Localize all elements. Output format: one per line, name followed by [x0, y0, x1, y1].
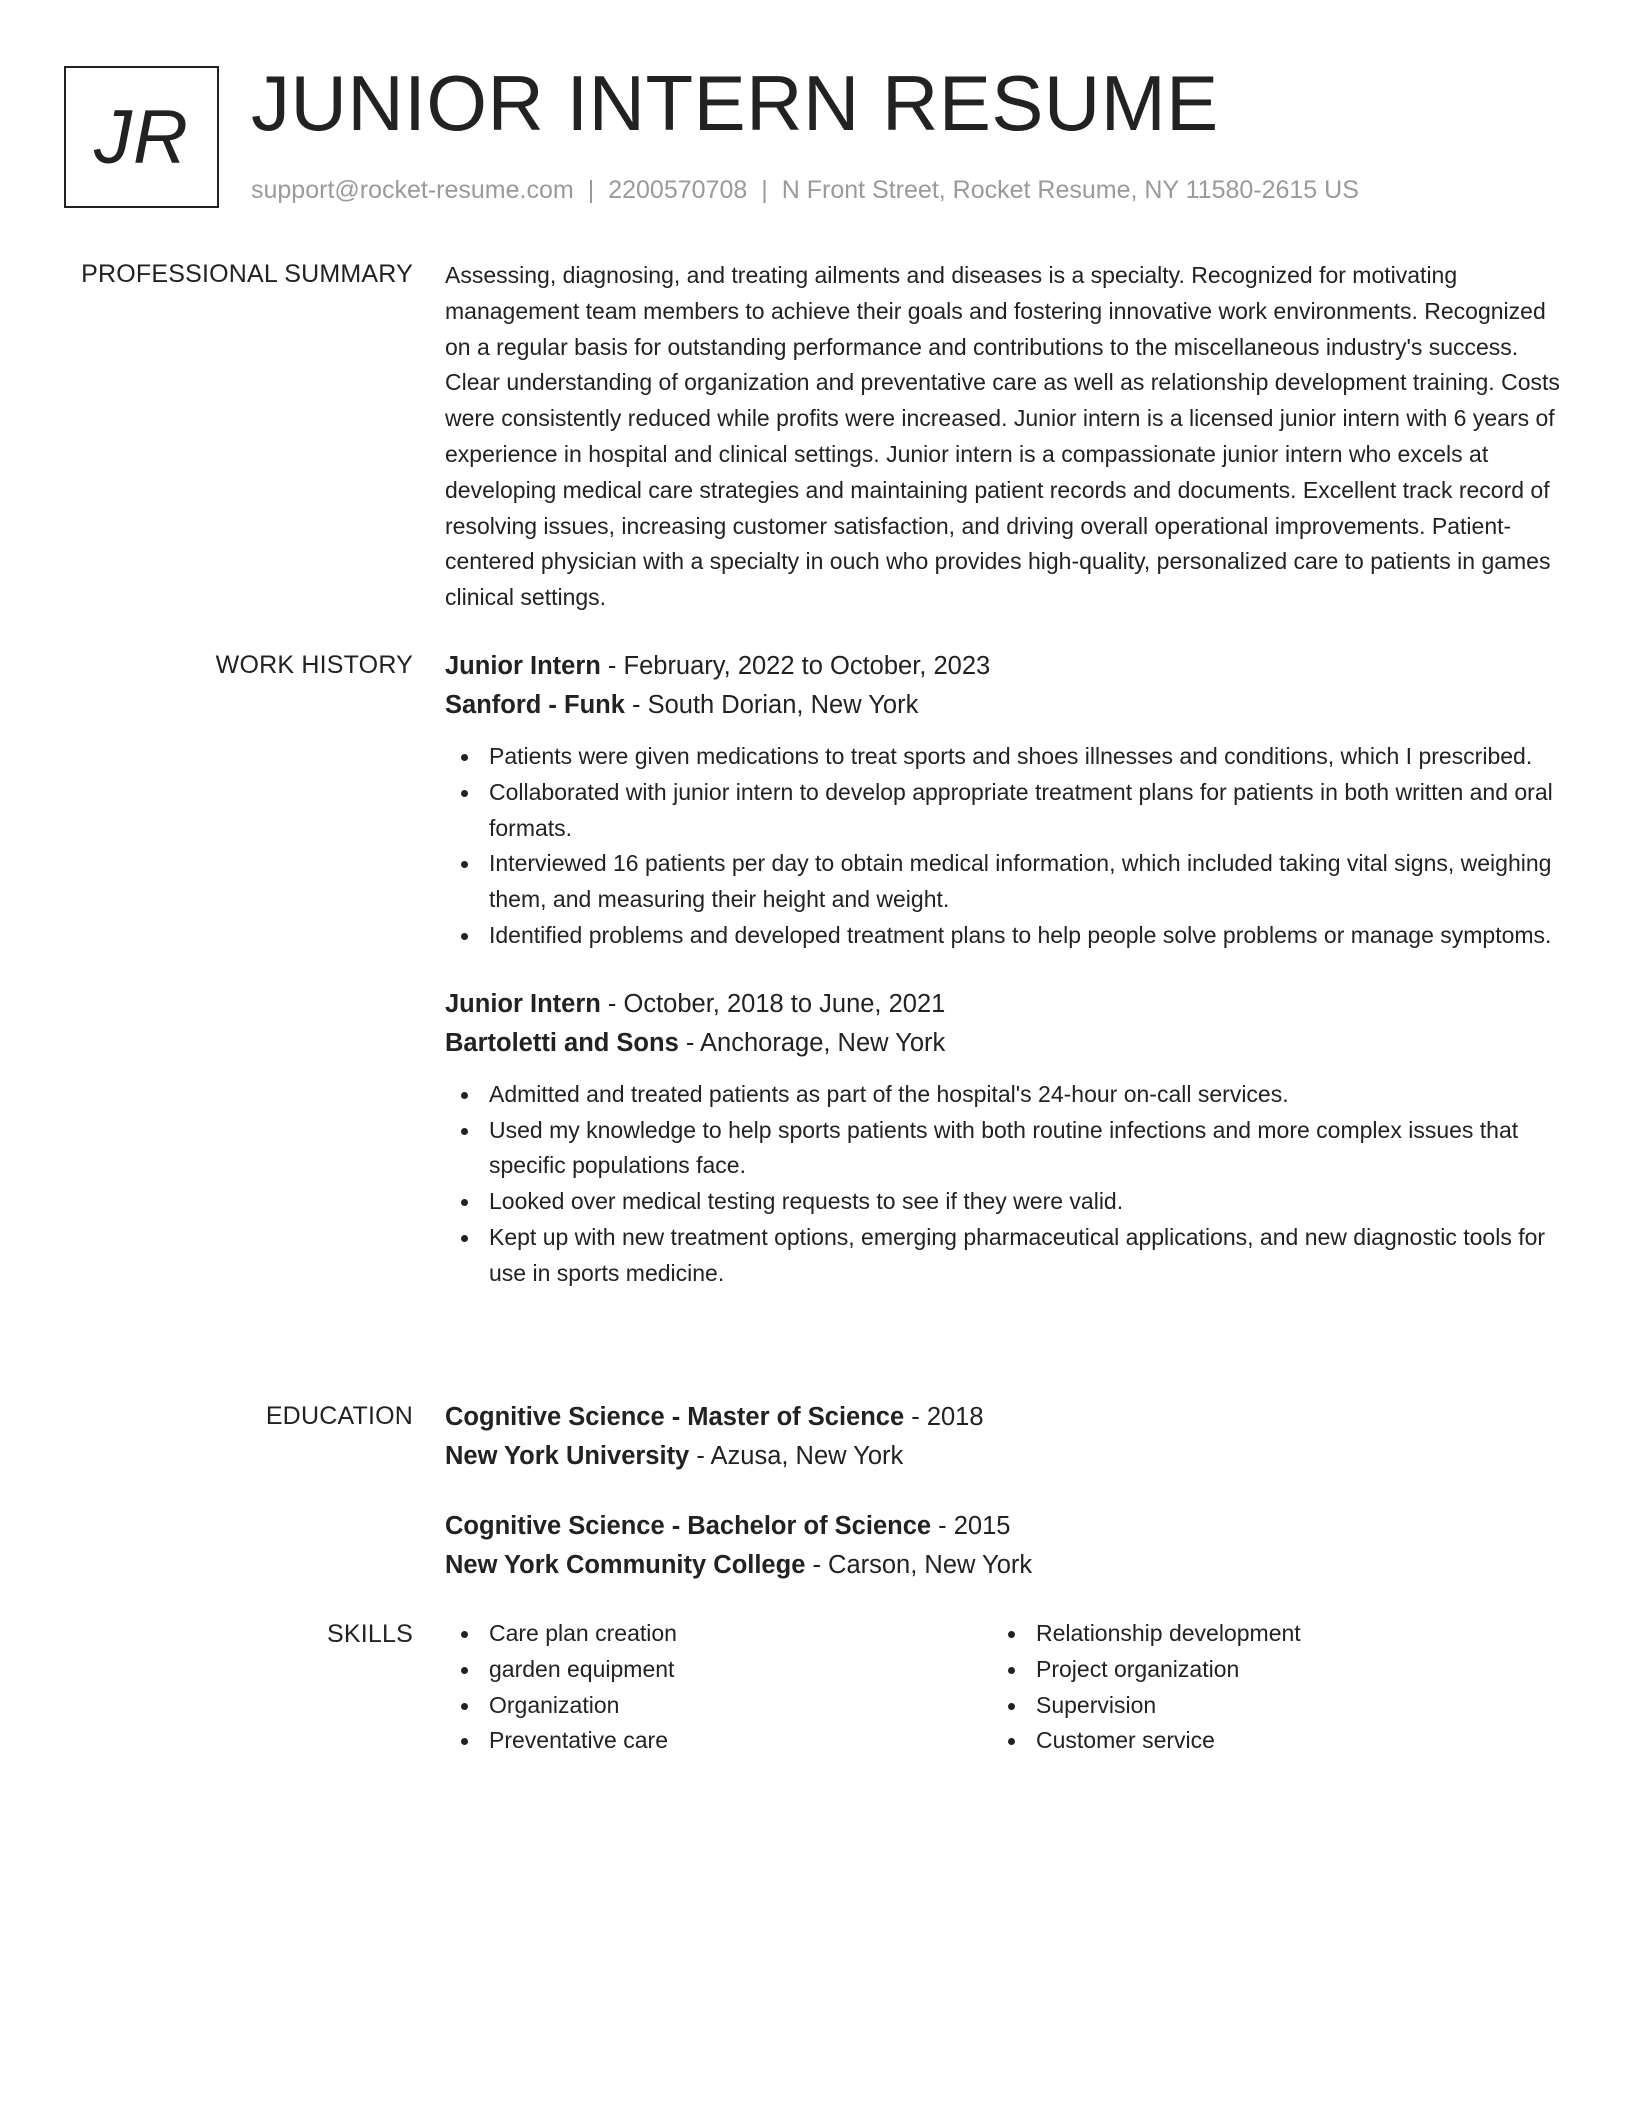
- contact-address: N Front Street, Rocket Resume, NY 11580-2615 US: [781, 176, 1359, 204]
- section-heading-work-history: WORK HISTORY: [215, 651, 413, 679]
- skill-item: Care plan creation: [445, 1616, 992, 1652]
- job-company: Sanford - Funk: [445, 691, 625, 719]
- skill-item: Project organization: [992, 1652, 1539, 1688]
- summary-body: [445, 258, 1560, 616]
- education-year: - 2015: [931, 1512, 1011, 1540]
- monogram-logo: JR: [64, 66, 219, 208]
- education-entry: [445, 1507, 1560, 1585]
- education-school: New York University: [445, 1442, 690, 1470]
- job-bullet: Admitted and treated patients as part of the hospital's 24-hour on-call services.: [445, 1077, 1560, 1113]
- job-bullet: Used my knowledge to help sports patients with both routine infections and more complex issues that specific populations face.: [445, 1113, 1560, 1185]
- education-school-line: [445, 1436, 1560, 1476]
- job-dates: - February, 2022 to October, 2023: [600, 652, 991, 680]
- skills-column-right: [992, 1616, 1539, 1759]
- contact-phone: 2200570708: [608, 176, 748, 204]
- job-title-line: [445, 647, 1560, 685]
- education-body: [445, 1398, 1560, 1585]
- education-school-line: [445, 1545, 1560, 1585]
- education-entry: [445, 1398, 1560, 1476]
- section-heading-education: EDUCATION: [265, 1402, 413, 1430]
- education-degree-line: [445, 1507, 1560, 1545]
- education-school: New York Community College: [445, 1551, 806, 1579]
- work-history-body: [445, 647, 1560, 1292]
- education-location: - Carson, New York: [805, 1551, 1033, 1579]
- job-bullets: [445, 739, 1560, 954]
- contact-separator: |: [761, 176, 768, 204]
- job-location: - South Dorian, New York: [624, 691, 919, 719]
- skills-grid: [445, 1616, 1560, 1759]
- job-entry: [445, 647, 1560, 954]
- contact-separator: |: [587, 176, 595, 204]
- skill-item: Customer service: [992, 1723, 1539, 1759]
- job-entry: [445, 985, 1560, 1292]
- skill-item: Preventative care: [445, 1723, 992, 1759]
- section-heading-summary: PROFESSIONAL SUMMARY: [81, 260, 413, 288]
- job-bullet: Collaborated with junior intern to develop appropriate treatment plans for patients in both written and oral formats.: [445, 775, 1560, 847]
- education-year: - 2018: [904, 1403, 984, 1431]
- section-heading-skills: SKILLS: [327, 1620, 413, 1648]
- education-degree-line: [445, 1398, 1560, 1436]
- resume-title: JUNIOR INTERN RESUME: [251, 59, 1219, 147]
- job-company-line: [445, 1023, 1560, 1063]
- job-bullet: Interviewed 16 patients per day to obtain medical information, which included taking vital signs, weighing them, and measuring their height and weight.: [445, 846, 1560, 918]
- job-bullet: Identified problems and developed treatment plans to help people solve problems or manage symptoms.: [445, 918, 1560, 954]
- job-bullet: Kept up with new treatment options, emerging pharmaceutical applications, and new diagnostic tools for use in sports medicine.: [445, 1220, 1560, 1292]
- skills-body: [445, 1616, 1560, 1759]
- education-degree: Cognitive Science - Bachelor of Science: [445, 1512, 932, 1540]
- skill-item: Relationship development: [992, 1616, 1539, 1652]
- job-company-line: [445, 685, 1560, 725]
- contact-email: support@rocket-resume.com: [251, 176, 574, 204]
- education-location: - Azusa, New York: [689, 1442, 904, 1470]
- job-bullet: Looked over medical testing requests to see if they were valid.: [445, 1184, 1560, 1220]
- skills-column-left: [445, 1616, 992, 1759]
- job-title: Junior Intern: [445, 652, 601, 680]
- job-title-line: [445, 985, 1560, 1023]
- job-location: - Anchorage, New York: [678, 1028, 946, 1057]
- job-bullet: Patients were given medications to treat sports and shoes illnesses and conditions, which I prescribed.: [445, 739, 1560, 775]
- job-title: Junior Intern: [445, 989, 601, 1018]
- job-dates: - October, 2018 to June, 2021: [600, 989, 946, 1018]
- skill-item: Supervision: [992, 1688, 1539, 1724]
- education-degree: Cognitive Science - Master of Science: [445, 1403, 905, 1431]
- contact-line: [251, 175, 1359, 205]
- job-bullets: [445, 1077, 1560, 1292]
- skill-item: Organization: [445, 1688, 992, 1724]
- skill-item: garden equipment: [445, 1652, 992, 1688]
- job-company: Bartoletti and Sons: [445, 1028, 679, 1057]
- summary-text: Assessing, diagnosing, and treating ailments and diseases is a specialty. Recognized for motivating management team members to achieve their goals and fostering innovative work environments. Recognized on a regular basis for outstanding performance and contributions to the miscellaneous industry's success. Clear understanding of organization and preventative care as well as relationship development training. Costs were consistently reduced while profits were increased. Junior intern is a licensed junior intern with 6 years of experience in hospital and clinical settings. Junior intern is a compassionate junior intern who excels at developing medical care strategies and maintaining patient records and documents. Excellent track record of resolving issues, increasing customer satisfaction, and driving overall operational improvements. Patient-centered physician with a specialty in ouch who provides high-quality, personalized care to patients in games clinical settings.: [445, 262, 1560, 611]
